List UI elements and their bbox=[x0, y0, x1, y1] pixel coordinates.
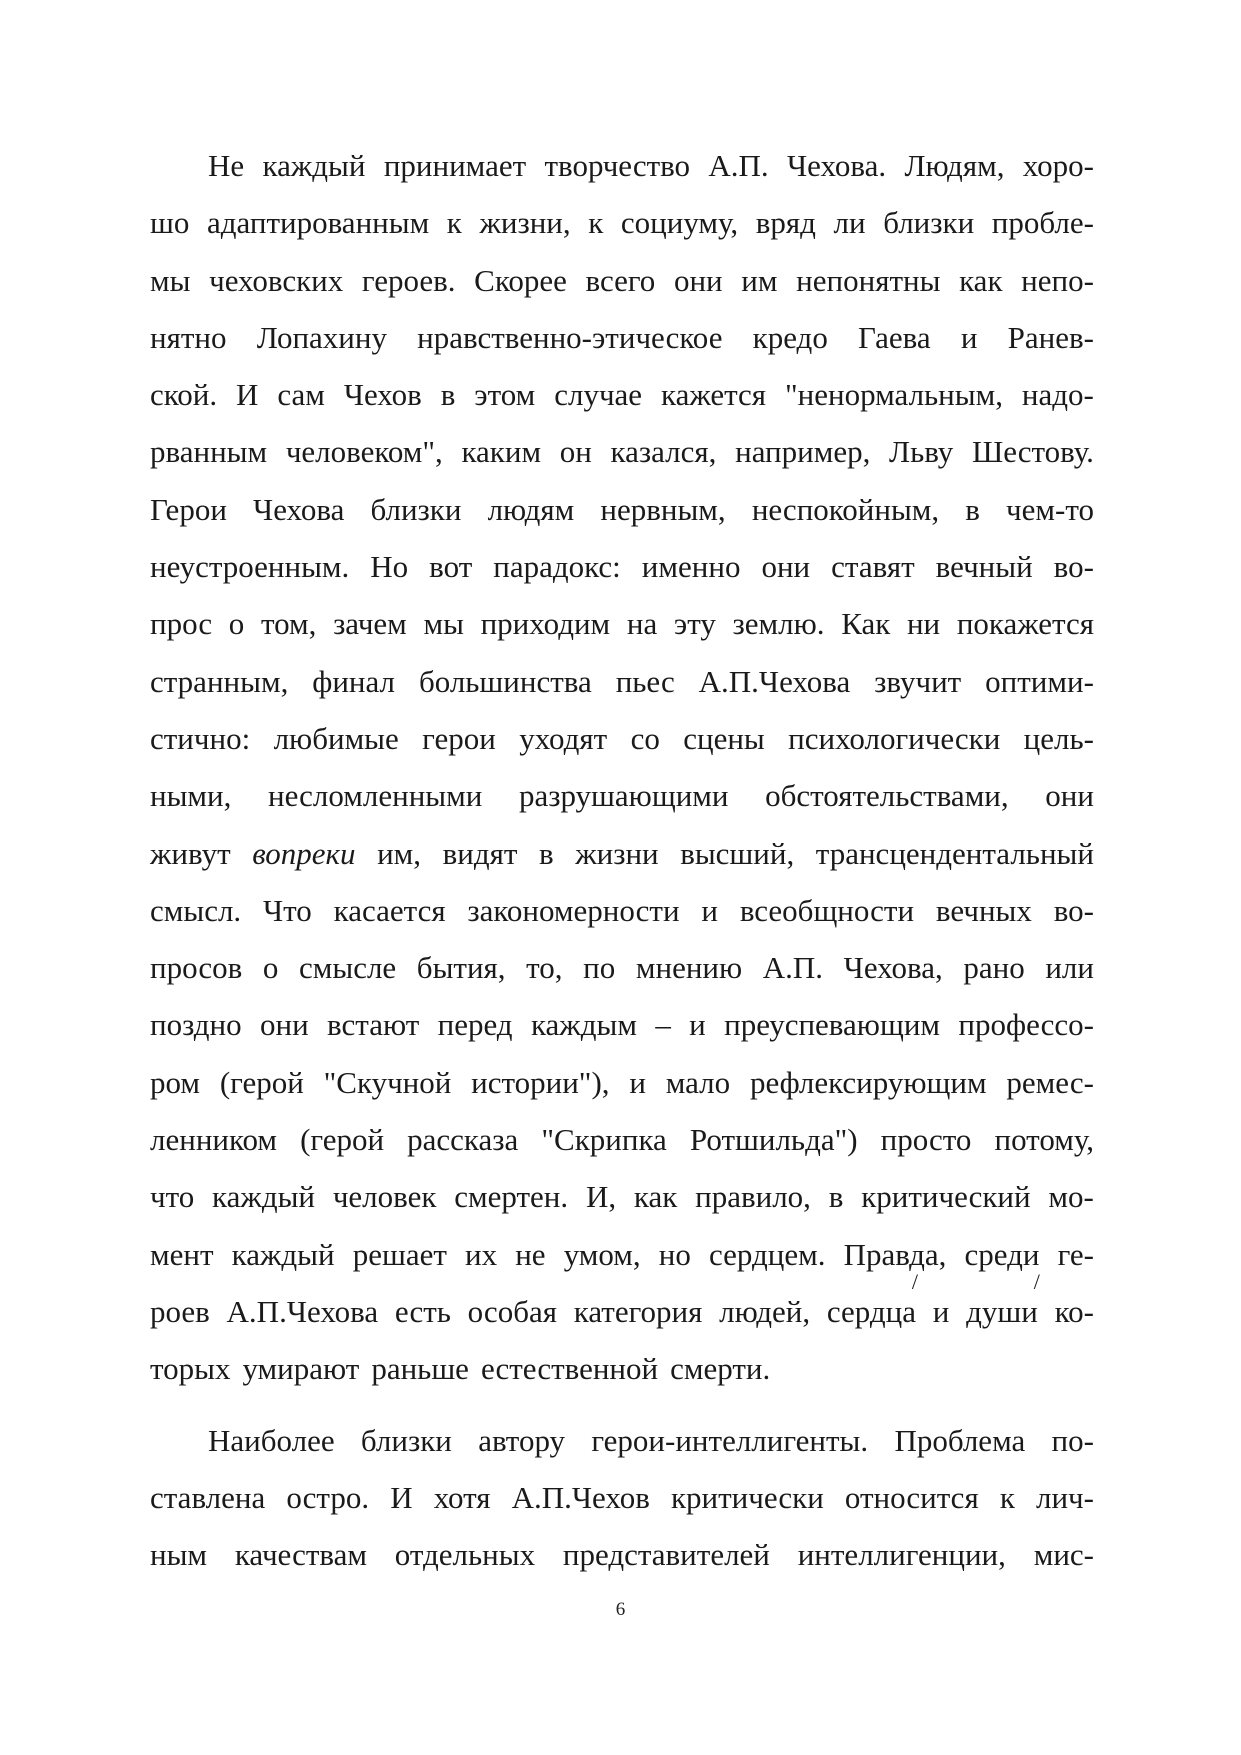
word: именно bbox=[641, 549, 741, 585]
text-line bbox=[150, 882, 1094, 939]
word: во- bbox=[1053, 549, 1094, 585]
word: хоро- bbox=[1022, 148, 1094, 183]
word: то, bbox=[526, 950, 563, 986]
word: и bbox=[932, 1293, 950, 1329]
text-line bbox=[150, 366, 1094, 423]
word: категория bbox=[573, 1293, 703, 1329]
word: решает bbox=[352, 1236, 447, 1272]
word: просов bbox=[150, 950, 243, 986]
word: рефлексирующим bbox=[749, 1064, 987, 1100]
word: пьес bbox=[615, 663, 675, 699]
word: А.П.Чехов bbox=[511, 1479, 650, 1515]
text-line bbox=[150, 481, 1094, 538]
word: ни bbox=[906, 606, 941, 642]
word: касается bbox=[333, 892, 446, 928]
word: жизни bbox=[575, 835, 659, 871]
word: рванным bbox=[150, 434, 268, 470]
word: герои-интеллигенты. bbox=[591, 1422, 869, 1458]
word: приходим bbox=[480, 606, 611, 642]
page-number: 6 bbox=[615, 1599, 626, 1620]
word: умом, bbox=[563, 1236, 641, 1272]
word: И, bbox=[585, 1179, 617, 1215]
word: "ненормальным, bbox=[785, 377, 1003, 413]
body-text bbox=[150, 137, 1094, 1583]
word: всеобщности bbox=[739, 892, 915, 928]
word: мы bbox=[423, 606, 464, 642]
word: вопреки bbox=[252, 835, 356, 871]
word: неспокойным, bbox=[751, 491, 940, 527]
word: Чехов bbox=[343, 377, 422, 413]
word: поздно bbox=[150, 1007, 242, 1043]
stress-mark: / bbox=[1033, 1268, 1040, 1294]
word: парадокс: bbox=[493, 549, 621, 585]
word: А.П.Чехова bbox=[698, 663, 851, 699]
word: среди bbox=[964, 1236, 1040, 1272]
word: раньше bbox=[371, 1351, 469, 1387]
text-line bbox=[150, 996, 1094, 1053]
paragraph bbox=[150, 137, 1094, 1398]
word: что bbox=[150, 1179, 195, 1215]
word: Ротшильда") bbox=[689, 1122, 858, 1158]
word: например, bbox=[735, 434, 871, 470]
word: людям bbox=[487, 491, 575, 527]
word: оптими- bbox=[985, 663, 1094, 699]
word: к bbox=[446, 205, 462, 241]
word: героев. bbox=[361, 262, 456, 298]
word: близки bbox=[360, 1422, 452, 1458]
word: перед bbox=[437, 1007, 513, 1043]
word: странным, bbox=[150, 663, 289, 699]
text-line bbox=[150, 1054, 1094, 1111]
word: шо bbox=[150, 205, 190, 241]
word: Но bbox=[370, 549, 409, 585]
text-line bbox=[150, 653, 1094, 710]
word: близки bbox=[883, 205, 975, 241]
word: цель- bbox=[1023, 720, 1094, 756]
word: торых bbox=[150, 1351, 231, 1387]
word: Чехова. bbox=[787, 148, 887, 183]
word: истории"), bbox=[471, 1064, 610, 1100]
word: чеховских bbox=[209, 262, 344, 298]
word: ге- bbox=[1057, 1236, 1094, 1272]
word: и bbox=[960, 319, 978, 355]
word: стично: bbox=[150, 720, 251, 756]
word: каждый bbox=[231, 1236, 335, 1272]
word: естественной bbox=[480, 1351, 659, 1387]
word: ром bbox=[150, 1064, 201, 1100]
word: Людям, bbox=[904, 148, 1005, 183]
text-line bbox=[150, 1111, 1094, 1168]
word: мы bbox=[150, 262, 191, 298]
word: покажется bbox=[956, 606, 1094, 642]
word: каждый bbox=[262, 148, 366, 183]
word: каким bbox=[461, 434, 542, 470]
word: души / bbox=[966, 1268, 1040, 1329]
word: на bbox=[626, 606, 658, 642]
word: встают bbox=[327, 1007, 420, 1043]
word: близки bbox=[370, 491, 462, 527]
word: нравственно-этическое bbox=[417, 319, 723, 355]
word: чем-то bbox=[1006, 491, 1094, 527]
word: (герой bbox=[219, 1064, 304, 1100]
word: "Скучной bbox=[323, 1064, 452, 1100]
word: к bbox=[999, 1479, 1015, 1515]
word: всего bbox=[585, 262, 656, 298]
word: ставят bbox=[831, 549, 915, 585]
word: Льву bbox=[889, 434, 954, 470]
word: людей, bbox=[719, 1293, 811, 1329]
word: принимает bbox=[383, 148, 527, 183]
word: умирают bbox=[242, 1351, 360, 1387]
word: бытия, bbox=[416, 950, 506, 986]
word: Ранев- bbox=[1007, 319, 1094, 355]
text-line bbox=[150, 1412, 1094, 1469]
text-line bbox=[150, 538, 1094, 595]
word: роев bbox=[150, 1293, 210, 1329]
word: Чехова bbox=[253, 491, 345, 527]
text-line bbox=[150, 1526, 1094, 1583]
text-line bbox=[150, 423, 1094, 480]
word: как bbox=[959, 262, 1003, 298]
word: прос bbox=[150, 606, 213, 642]
word: сам bbox=[277, 377, 325, 413]
word: просто bbox=[880, 1122, 972, 1158]
word: в bbox=[965, 491, 980, 527]
word: во- bbox=[1053, 892, 1094, 928]
word: видят bbox=[442, 835, 518, 871]
word: случае bbox=[554, 377, 643, 413]
word: как bbox=[633, 1179, 678, 1215]
word: мис- bbox=[1033, 1537, 1094, 1573]
paragraph bbox=[150, 1412, 1094, 1584]
word: смертен. bbox=[454, 1179, 569, 1215]
word: герои bbox=[422, 720, 496, 756]
word: непонятны bbox=[796, 262, 941, 298]
text-line bbox=[150, 1469, 1094, 1526]
word: со bbox=[630, 720, 660, 756]
word: большинства bbox=[418, 663, 592, 699]
word: есть bbox=[394, 1293, 451, 1329]
word: закономерности bbox=[467, 892, 680, 928]
word: пробле- bbox=[991, 205, 1094, 241]
word: критически bbox=[670, 1479, 824, 1515]
text-line bbox=[150, 1268, 1094, 1340]
word: каждым bbox=[530, 1007, 637, 1043]
word: И bbox=[390, 1479, 413, 1515]
word: творчество bbox=[544, 148, 691, 183]
word: вряд bbox=[755, 205, 816, 241]
word: Скорее bbox=[474, 262, 567, 298]
word: человек bbox=[332, 1179, 437, 1215]
word: адаптированным bbox=[206, 205, 430, 241]
word: Чехова, bbox=[843, 950, 943, 986]
word: А.П.Чехова bbox=[226, 1293, 379, 1329]
word: А.П. bbox=[708, 148, 769, 183]
word: Как bbox=[841, 606, 891, 642]
text-line bbox=[150, 939, 1094, 996]
word: – bbox=[655, 1007, 671, 1043]
word: он bbox=[559, 434, 592, 470]
word: потому, bbox=[994, 1122, 1094, 1158]
word: смысле bbox=[298, 950, 397, 986]
word: хотя bbox=[433, 1479, 491, 1515]
word: относится bbox=[844, 1479, 979, 1515]
word: сцены bbox=[683, 720, 765, 756]
word: обстоятельствами, bbox=[765, 778, 1009, 814]
word: качествам bbox=[234, 1537, 367, 1573]
word: рано bbox=[963, 950, 1025, 986]
word: (герой bbox=[300, 1122, 385, 1158]
word: каждый bbox=[212, 1179, 316, 1215]
word: и bbox=[629, 1064, 646, 1100]
word: социуму, bbox=[620, 205, 739, 241]
word: финал bbox=[312, 663, 396, 699]
text-line bbox=[150, 1168, 1094, 1225]
word: А.П. bbox=[762, 950, 824, 986]
word: том, bbox=[260, 606, 317, 642]
word: автору bbox=[478, 1422, 566, 1458]
word: неустроенным. bbox=[150, 549, 350, 585]
word: они bbox=[673, 262, 723, 298]
word: ремес- bbox=[1006, 1064, 1094, 1100]
word: казался, bbox=[610, 434, 717, 470]
word: Гаева bbox=[858, 319, 931, 355]
word: сердца / bbox=[826, 1268, 918, 1329]
text-line bbox=[150, 595, 1094, 652]
word: Наиболее bbox=[208, 1422, 335, 1458]
word: о bbox=[262, 950, 279, 986]
text-line bbox=[150, 1226, 1094, 1283]
text-line bbox=[150, 767, 1094, 824]
word: Шестову. bbox=[971, 434, 1094, 470]
word: их bbox=[465, 1236, 498, 1272]
text-line bbox=[150, 1340, 1094, 1397]
word: смысл. bbox=[150, 892, 242, 928]
word: правило, bbox=[695, 1179, 811, 1215]
word: или bbox=[1045, 950, 1094, 986]
text-line bbox=[150, 137, 1094, 194]
word: высший, bbox=[680, 835, 795, 871]
word: нервным, bbox=[600, 491, 726, 527]
word: им, bbox=[377, 835, 422, 871]
word: ленником bbox=[150, 1122, 278, 1158]
word: ными, bbox=[150, 778, 232, 814]
word: Лопахину bbox=[256, 319, 387, 355]
text-line bbox=[150, 252, 1094, 309]
word: по- bbox=[1051, 1422, 1094, 1458]
word: этом bbox=[474, 377, 536, 413]
word: ской. bbox=[150, 377, 218, 413]
text-line bbox=[150, 825, 1094, 882]
word: критический bbox=[861, 1179, 1031, 1215]
word: вот bbox=[429, 549, 473, 585]
word: надо- bbox=[1021, 377, 1094, 413]
word: Герои bbox=[150, 491, 227, 527]
word: мнению bbox=[635, 950, 743, 986]
word: И bbox=[236, 377, 259, 413]
word: представителей bbox=[562, 1537, 770, 1573]
word: профессо- bbox=[958, 1007, 1094, 1043]
word: человеком", bbox=[285, 434, 443, 470]
word: но bbox=[658, 1236, 691, 1272]
word: по bbox=[583, 950, 616, 986]
stress-mark: / bbox=[911, 1268, 918, 1294]
word: уходят bbox=[519, 720, 608, 756]
word: не bbox=[515, 1236, 546, 1272]
word: эту bbox=[673, 606, 716, 642]
word: смерти. bbox=[670, 1351, 771, 1387]
word: зачем bbox=[333, 606, 407, 642]
word: они bbox=[260, 1007, 309, 1043]
word: вечный bbox=[935, 549, 1033, 585]
word: мало bbox=[665, 1064, 731, 1100]
word: в bbox=[440, 377, 456, 413]
word: ко- bbox=[1054, 1293, 1094, 1329]
word: в bbox=[828, 1179, 844, 1215]
word: лич- bbox=[1035, 1479, 1094, 1515]
word: интеллигенции, bbox=[797, 1537, 1006, 1573]
word: ли bbox=[833, 205, 866, 241]
word: жизни, bbox=[479, 205, 571, 241]
word: к bbox=[588, 205, 604, 241]
word: вечных bbox=[935, 892, 1032, 928]
word: Правда, bbox=[843, 1236, 947, 1272]
word: в bbox=[538, 835, 554, 871]
word: они bbox=[761, 549, 811, 585]
word: мо- bbox=[1048, 1179, 1094, 1215]
word: им bbox=[741, 262, 778, 298]
word: и bbox=[689, 1007, 706, 1043]
word: о bbox=[228, 606, 245, 642]
word: и bbox=[701, 892, 718, 928]
word: нятно bbox=[150, 319, 227, 355]
word: мент bbox=[150, 1236, 214, 1272]
word: ставлена bbox=[150, 1479, 266, 1515]
word: разрушающими bbox=[518, 778, 729, 814]
word: они bbox=[1045, 778, 1094, 814]
word: Что bbox=[263, 892, 312, 928]
word: преуспевающим bbox=[724, 1007, 941, 1043]
word: остро. bbox=[286, 1479, 370, 1515]
word: звучит bbox=[874, 663, 962, 699]
word: любимые bbox=[273, 720, 399, 756]
word: Проблема bbox=[894, 1422, 1026, 1458]
word: кажется bbox=[661, 377, 767, 413]
word: "Скрипка bbox=[541, 1122, 667, 1158]
word: кредо bbox=[752, 319, 828, 355]
text-line bbox=[150, 194, 1094, 251]
word: отдельных bbox=[394, 1537, 536, 1573]
word: Не bbox=[208, 148, 245, 183]
word: рассказа bbox=[407, 1122, 519, 1158]
word: психологически bbox=[788, 720, 1001, 756]
word: непо- bbox=[1021, 262, 1094, 298]
word: особая bbox=[467, 1293, 557, 1329]
text-line bbox=[150, 710, 1094, 767]
word: трансцендентальный bbox=[815, 835, 1094, 871]
text-line bbox=[150, 309, 1094, 366]
word: ным bbox=[150, 1537, 208, 1573]
word: землю. bbox=[732, 606, 825, 642]
word: сердцем. bbox=[709, 1236, 826, 1272]
word: живут bbox=[150, 835, 231, 871]
word: несломленными bbox=[268, 778, 483, 814]
